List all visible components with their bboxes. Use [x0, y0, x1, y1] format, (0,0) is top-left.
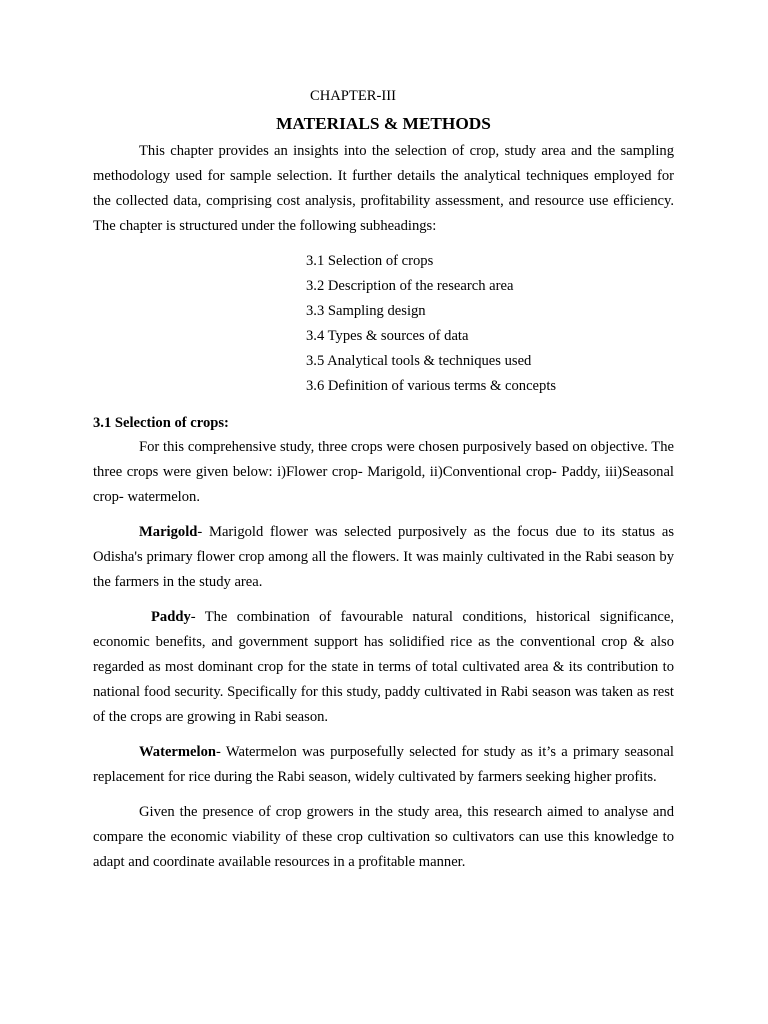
section-heading-3-1: 3.1 Selection of crops:	[93, 415, 229, 431]
marigold-paragraph	[93, 520, 674, 595]
overview-paragraph: For this comprehensive study, three crops were chosen purposively based on objective. The three crops were given below: i)Flower crop- Marigold, ii)Conventional crop- Paddy, iii)Seasonal crop- watermelon.	[93, 439, 674, 505]
chapter-title: MATERIALS & METHODS	[276, 114, 491, 133]
page-content	[93, 86, 674, 875]
subheading-item: 3.3 Sampling design	[306, 303, 426, 319]
watermelon-paragraph	[93, 740, 674, 790]
marigold-term: Marigold	[139, 524, 198, 540]
subheading-item: 3.4 Types & sources of data	[306, 328, 469, 344]
subheading-item: 3.2 Description of the research area	[306, 278, 514, 294]
subheading-item: 3.6 Definition of various terms & concepts	[306, 378, 557, 394]
chapter-label: CHAPTER-III	[310, 88, 396, 104]
intro-paragraph: This chapter provides an insights into the selection of crop, study area and the sampling methodology used for sample selection. It further details the analytical techniques employed for the collected data, comprising cost analysis, profitability assessment, and resource use efficiency. The chapter is structured under the following subheadings:	[93, 143, 674, 234]
paddy-paragraph	[93, 605, 674, 730]
paddy-text: - The combination of favourable natural conditions, historical significance, economic benefits, and government support has solidified rice as the conventional crop & also regarded as most dominant crop for the state in terms of total cultivated area & its contribution to national food security. Specifically for this study, paddy cultivated in Rabi season was taken as rest of the crops are growing in Rabi season.	[93, 609, 674, 725]
subheading-item: 3.5 Analytical tools & techniques used	[306, 353, 532, 369]
conclusion-paragraph: Given the presence of crop growers in the study area, this research aimed to analyse and compare the economic viability of these crop cultivation so cultivators can use this knowledge to adapt and coordinate available resources in a profitable manner.	[93, 804, 674, 870]
marigold-text: - Marigold flower was selected purposively as the focus due to its status as Odisha's primary flower crop among all the flowers. It was mainly cultivated in the Rabi season by the farmers in the study area.	[93, 524, 674, 590]
subheading-list	[306, 249, 674, 399]
watermelon-term: Watermelon	[139, 744, 217, 760]
subheading-item: 3.1 Selection of crops	[306, 253, 434, 269]
paddy-term: Paddy	[151, 609, 191, 625]
watermelon-text: - Watermelon was purposefully selected for study as it’s a primary seasonal replacement for rice during the Rabi season, widely cultivated by farmers seeking higher profits.	[93, 744, 674, 785]
